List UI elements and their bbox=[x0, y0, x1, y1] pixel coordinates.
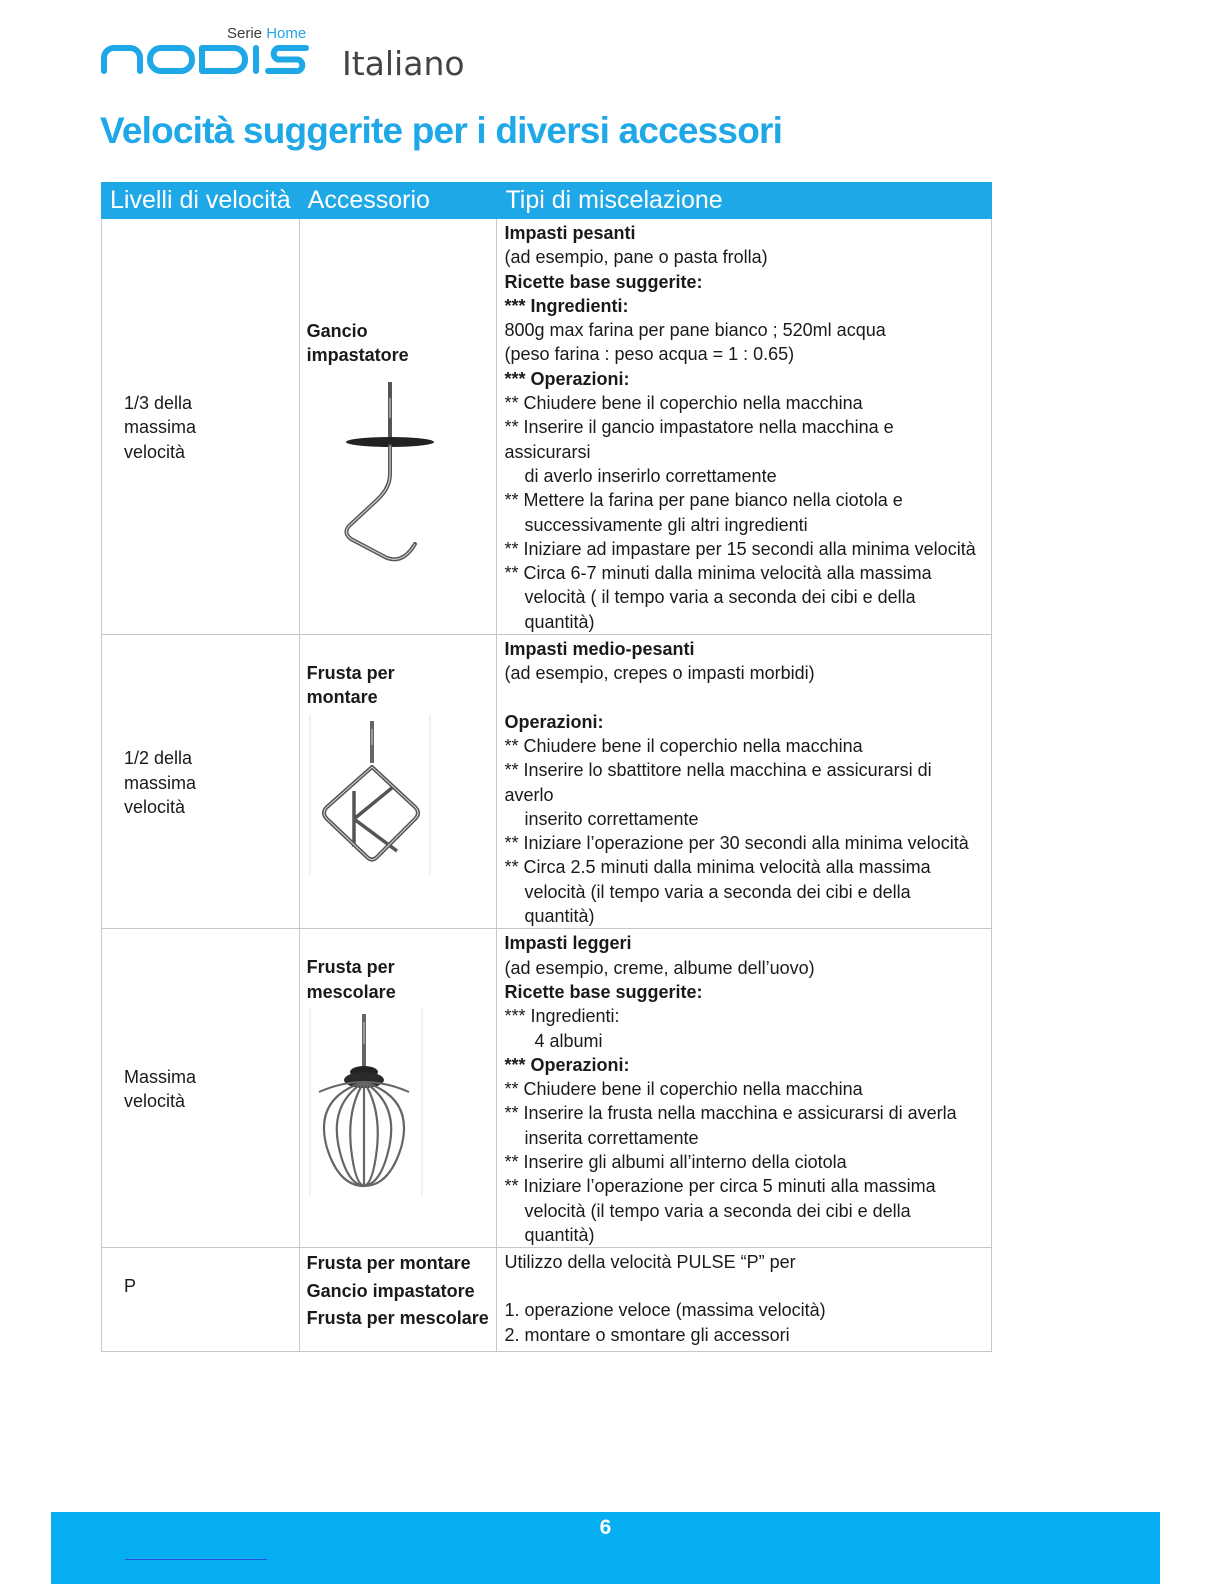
series-text: Serie bbox=[227, 25, 263, 42]
speed-level-cell bbox=[102, 1248, 300, 1352]
text-line: ** Chiudere bene il coperchio nella macchina bbox=[504, 393, 863, 414]
series-label bbox=[227, 25, 306, 42]
accessory-label-line: Gancio bbox=[306, 321, 368, 341]
speed-level-cell bbox=[102, 219, 300, 635]
text-line: ** Iniziare l’operazione per 30 secondi alla minima velocità bbox=[504, 833, 969, 854]
dough-hook-icon bbox=[319, 378, 449, 563]
text-line: inserito correttamente bbox=[524, 808, 699, 829]
text-line: ** Iniziare ad impastare per 15 secondi alla minima velocità bbox=[504, 538, 976, 559]
text-line: Operazioni: bbox=[504, 711, 604, 732]
text-line: (ad esempio, pane o pasta frolla) bbox=[504, 247, 768, 268]
text-line: *** Operazioni: bbox=[504, 368, 630, 389]
text-line: 2. montare o smontare gli accessori bbox=[504, 1324, 790, 1345]
speed-level-line: massima bbox=[124, 417, 197, 438]
text-line: 1. operazione veloce (massima velocità) bbox=[504, 1300, 826, 1321]
speed-level-line: 1/2 della bbox=[124, 748, 193, 769]
speed-level-line: Massima bbox=[124, 1066, 197, 1087]
table-row bbox=[102, 1248, 992, 1352]
text-line: successivamente gli altri ingredienti bbox=[524, 514, 808, 535]
speed-level-line: massima bbox=[124, 772, 197, 793]
text-line: ** Inserire la frusta nella macchina e assicurarsi di averla bbox=[504, 1103, 957, 1124]
text-line: Impasti pesanti bbox=[504, 223, 636, 243]
accessory-label bbox=[307, 661, 490, 710]
page-footer bbox=[51, 1512, 1160, 1584]
speed-level-cell bbox=[102, 635, 300, 929]
speed-level-line: velocità bbox=[124, 796, 186, 817]
mix-type-cell bbox=[497, 219, 992, 635]
text-line: Impasti leggeri bbox=[504, 933, 632, 954]
text-line: Ricette base suggerite: bbox=[504, 271, 703, 292]
text-line: (ad esempio, creme, albume dell’uovo) bbox=[504, 957, 815, 978]
speed-table bbox=[101, 182, 992, 1352]
series-accent: Home bbox=[266, 25, 307, 42]
accessory-cell bbox=[299, 219, 497, 635]
whisk-icon bbox=[309, 1008, 425, 1196]
text-line: ** Chiudere bene il coperchio nella macchina bbox=[504, 1079, 863, 1100]
accessory-cell bbox=[299, 1248, 497, 1352]
accessory-label-line: Gancio impastatore bbox=[306, 1280, 475, 1301]
table-row bbox=[102, 929, 992, 1248]
text-line: velocità (il tempo varia a seconda dei cibi e della quantità) bbox=[524, 1200, 911, 1245]
accessory-label-line: mescolare bbox=[306, 981, 396, 1002]
speed-level-line: 1/3 della bbox=[124, 393, 193, 414]
text-line: ** Circa 2.5 minuti dalla minima velocità alla massima bbox=[504, 857, 931, 878]
language-label: Italiano bbox=[342, 44, 465, 83]
nodis-logo bbox=[100, 44, 310, 74]
header-speed-levels: Livelli di velocità bbox=[102, 183, 300, 219]
accessory-label-line: impastatore bbox=[306, 345, 409, 366]
text-line: ** Mettere la farina per pane bianco nella ciotola e bbox=[504, 490, 903, 511]
accessory-label bbox=[307, 955, 490, 1004]
text-line: Ricette base suggerite: bbox=[504, 981, 703, 1002]
text-line: ** Iniziare l’operazione per circa 5 minuti alla massima bbox=[504, 1176, 936, 1197]
text-line: velocità (il tempo varia a seconda dei cibi e della quantità) bbox=[524, 881, 911, 927]
text-line: *** Operazioni: bbox=[504, 1054, 630, 1075]
table-header-row bbox=[102, 183, 992, 219]
beater-icon bbox=[309, 715, 433, 875]
accessory-label-line: Frusta per montare bbox=[306, 1253, 471, 1274]
table-row bbox=[102, 635, 992, 929]
text-line: ** Circa 6-7 minuti dalla minima velocità alla massima bbox=[504, 563, 932, 584]
accessory-cell bbox=[299, 635, 497, 929]
accessory-label-line: Frusta per bbox=[306, 957, 395, 978]
footer-link-underline bbox=[125, 1559, 267, 1560]
text-line: *** Ingredienti: bbox=[504, 295, 629, 316]
text-line: inserita correttamente bbox=[524, 1127, 699, 1148]
text-line: (peso farina : peso acqua = 1 : 0.65) bbox=[504, 344, 795, 365]
speed-level-cell bbox=[102, 929, 300, 1248]
text-line: ** Inserire il gancio impastatore nella macchina e assicurarsi bbox=[504, 417, 894, 462]
text-line: di averlo inserirlo correttamente bbox=[524, 465, 777, 486]
header-accessory: Accessorio bbox=[299, 183, 497, 219]
text-line: Impasti medio-pesanti bbox=[504, 639, 695, 660]
text-line: ** Chiudere bene il coperchio nella macchina bbox=[504, 735, 863, 756]
blank-line bbox=[504, 1274, 984, 1298]
mix-type-cell bbox=[497, 635, 992, 929]
text-line: velocità ( il tempo varia a seconda dei cibi e della quantità) bbox=[524, 587, 916, 632]
speed-level-line: P bbox=[124, 1276, 137, 1297]
accessory-label bbox=[307, 319, 490, 368]
text-line: ** Inserire gli albumi all’interno della ciotola bbox=[504, 1151, 847, 1172]
mix-type-cell bbox=[497, 929, 992, 1248]
text-line: 800g max farina per pane bianco ; 520ml acqua bbox=[504, 320, 886, 341]
accessory-label-line: Frusta per mescolare bbox=[306, 1308, 489, 1329]
blank-line bbox=[504, 686, 984, 710]
header-mix-types: Tipi di miscelazione bbox=[497, 183, 992, 219]
speed-level-line: velocità bbox=[124, 1091, 186, 1112]
text-line: (ad esempio, crepes o impasti morbidi) bbox=[504, 663, 815, 684]
speed-level-line: velocità bbox=[124, 441, 186, 462]
page-header bbox=[100, 22, 500, 82]
page-title: Velocità suggerite per i diversi accessori bbox=[100, 110, 783, 151]
mix-type-cell bbox=[497, 1248, 992, 1352]
text-line: ** Inserire lo sbattitore nella macchina e assicurarsi di averlo bbox=[504, 760, 932, 805]
accessory-label-line: montare bbox=[306, 687, 378, 708]
page-number: 6 bbox=[599, 1516, 612, 1539]
text-line: Utilizzo della velocità PULSE “P” per bbox=[504, 1252, 796, 1273]
text-line: 4 albumi bbox=[534, 1030, 603, 1051]
accessory-label-line: Frusta per bbox=[306, 663, 395, 684]
table-row bbox=[102, 219, 992, 635]
text-line: *** Ingredienti: bbox=[504, 1006, 620, 1027]
accessory-cell bbox=[299, 929, 497, 1248]
